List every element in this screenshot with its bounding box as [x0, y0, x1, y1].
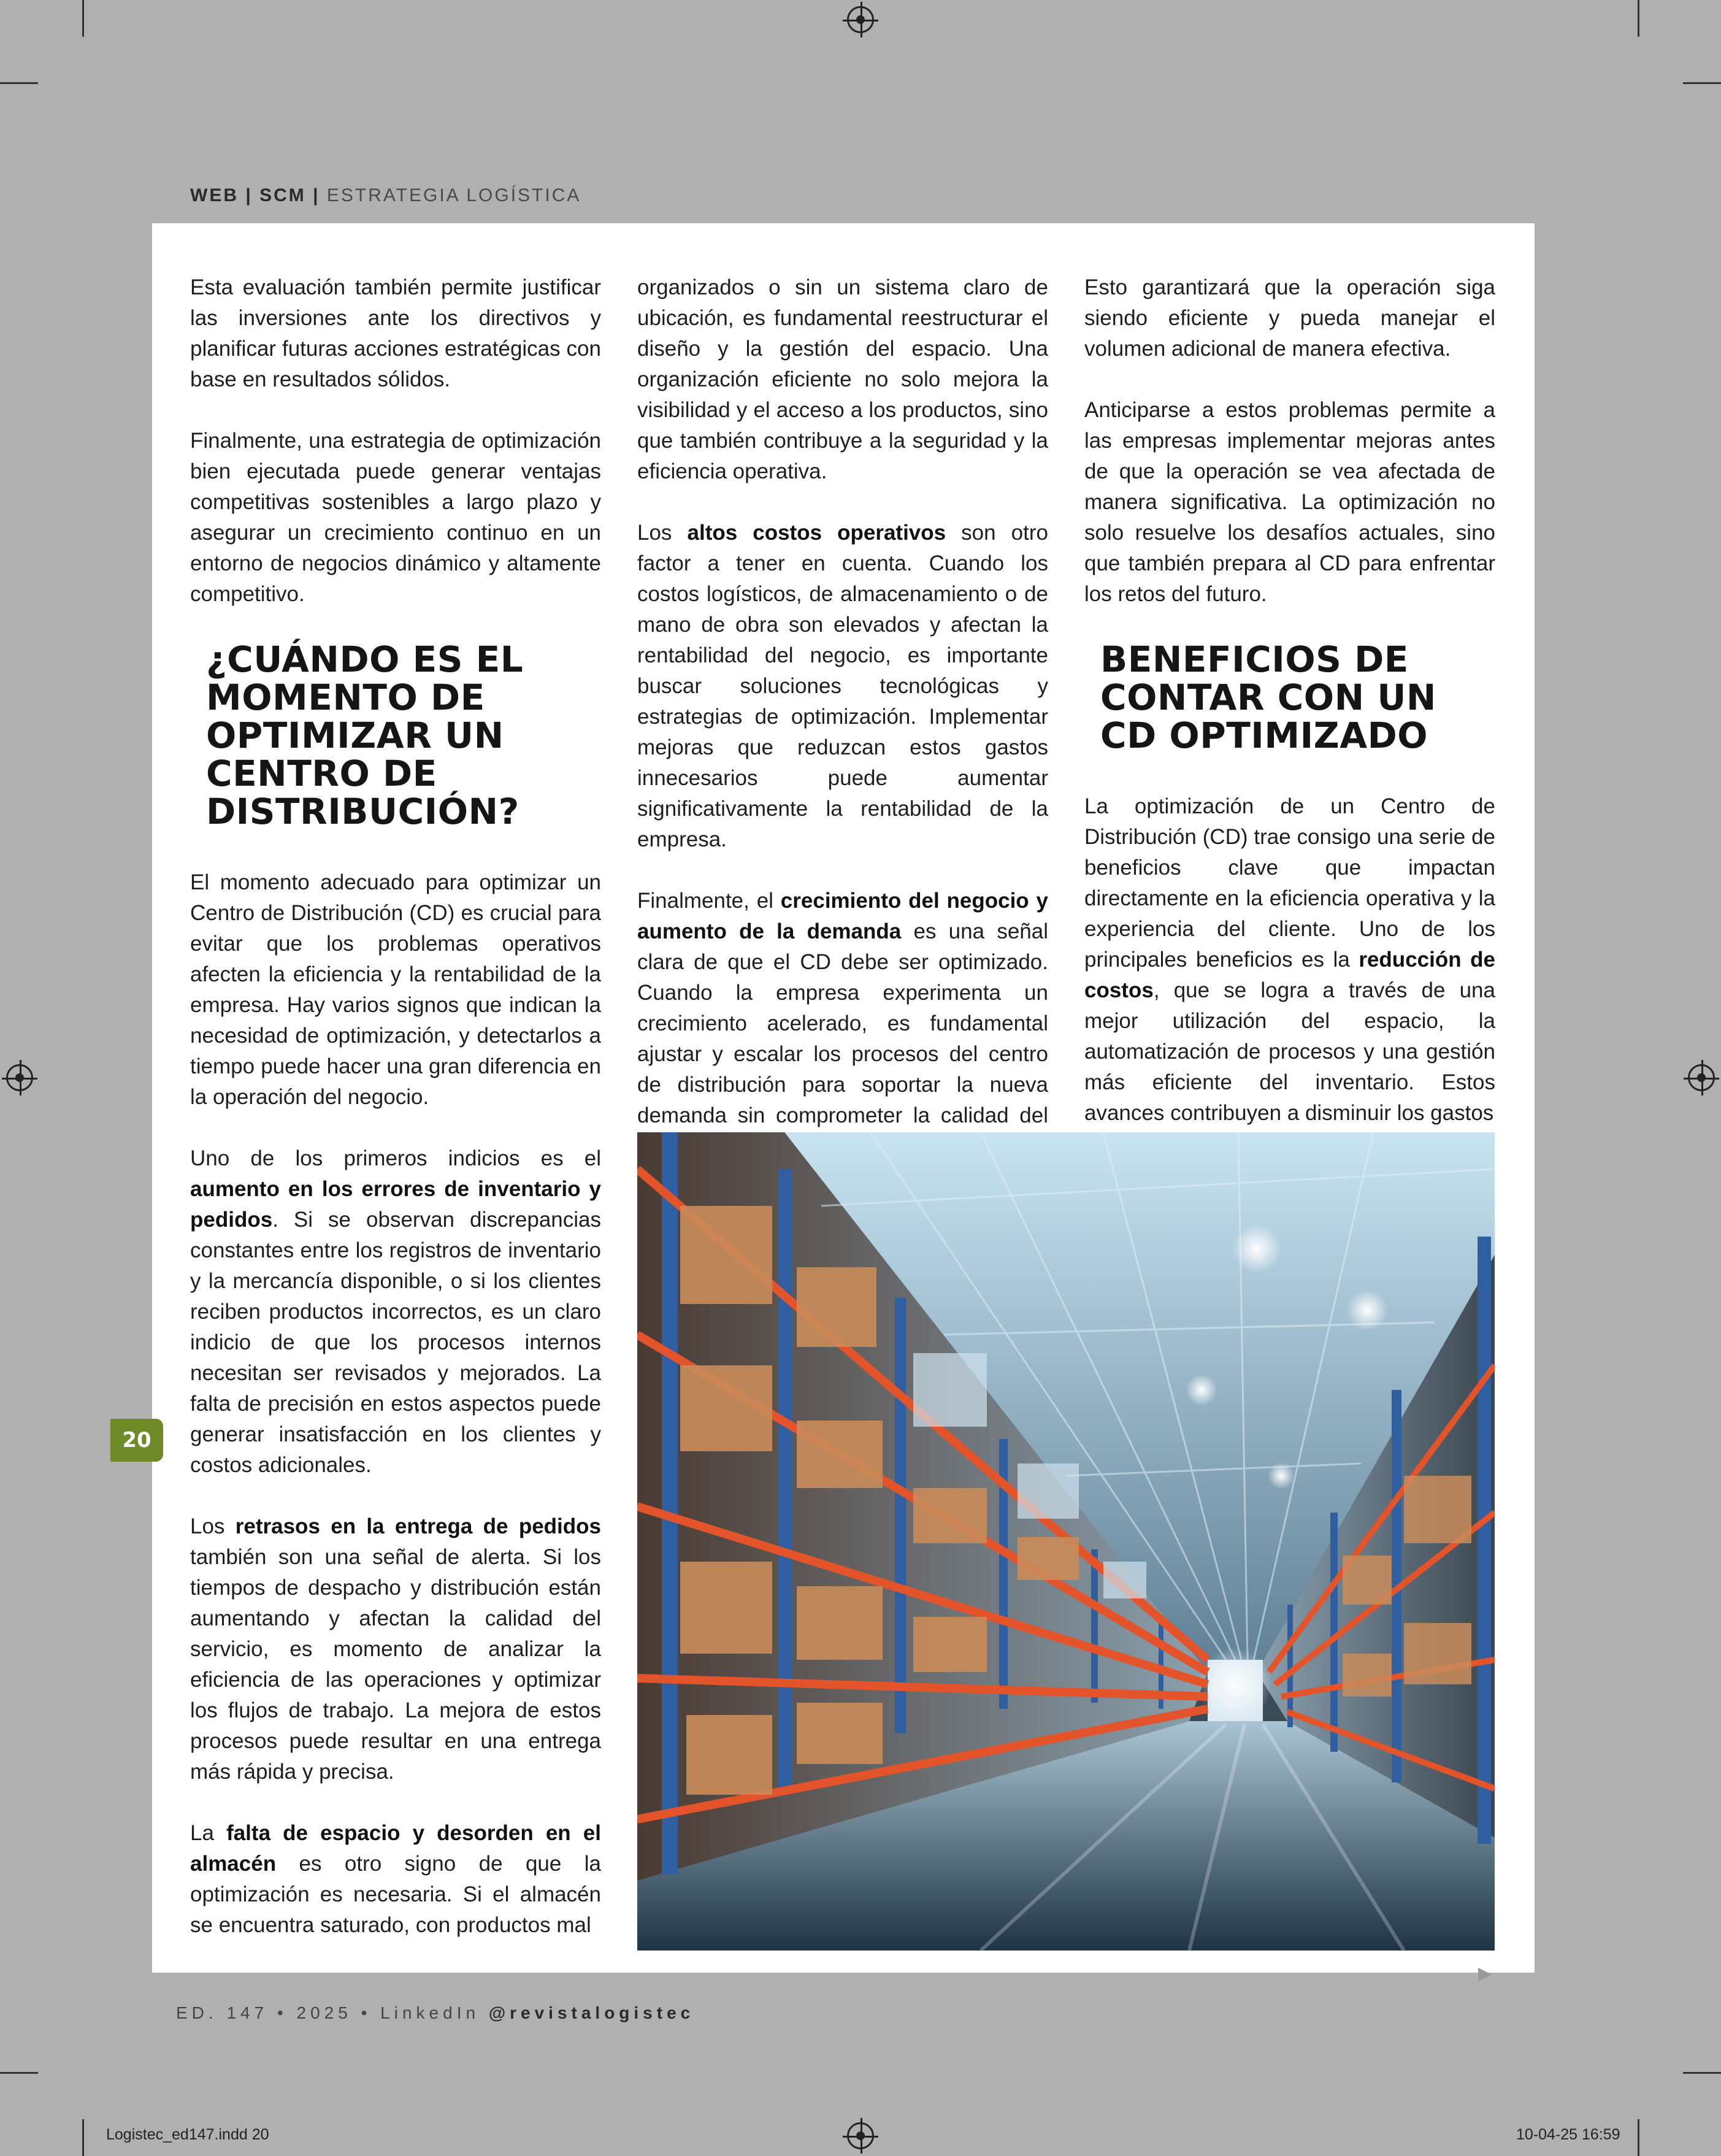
- slug-date: 10-04-25 16:59: [1516, 2126, 1620, 2143]
- column-2: [637, 272, 1048, 1192]
- section-header: WEB | SCM | ESTRATEGIA LOGÍSTICA: [190, 185, 581, 205]
- footer-edition: ED. 147 • 2025 • LinkedIn: [176, 2003, 489, 2022]
- crop-mark: [82, 2119, 84, 2156]
- paragraph: Esta evaluación también permite justificar las inversiones ante los directivos y planificar futuras acciones estratégicas con base en resultados sólidos.: [190, 275, 601, 391]
- registration-mark-icon: [847, 2122, 874, 2149]
- paragraph: Los retrasos en la entrega de pedidos también son una señal de alerta. Si los tiempos de despacho y distribución están aumentando y afectan la calidad del servicio, es momento de analizar la eficiencia de las operaciones y optimizar los flujos de trabajo. La mejora de estos procesos puede resultar en una entrega más rápida y precisa.: [190, 1514, 602, 1784]
- next-arrow-icon[interactable]: [1478, 1968, 1492, 1981]
- article-panel: [152, 223, 1535, 1973]
- paragraph: Anticiparse a estos problemas permite a las empresas implementar mejoras antes de que la operación se vea afectada de manera significativa. La optimización no solo resuelve los desafíos actuales, sino que también prepara al CD para enfrentar los retos del futuro.: [1084, 398, 1495, 606]
- crop-mark: [1683, 2072, 1721, 2074]
- column-1: [190, 272, 601, 1971]
- paragraph: La falta de espacio y desorden en el almacén es otro signo de que la optimización es necesaria. Si el almacén se encuentra saturado, con productos mal: [190, 1821, 601, 1937]
- crop-mark: [0, 2072, 38, 2074]
- registration-mark-icon: [1688, 1064, 1715, 1091]
- crop-mark: [1638, 2119, 1639, 2156]
- paragraph: Uno de los primeros indicios es el aumento en los errores de inventario y pedidos. Si se observan discrepancias constantes entre los registros de inventario y la mercancía disponible, o si los clientes reciben productos incorrectos, es un claro indicio de que los procesos internos necesitan ser revisados y mejorados. La falta de precisión en estos aspectos puede generar insatisfacción en los clientes y costos adicionales.: [190, 1146, 601, 1477]
- warehouse-photo: [637, 1132, 1495, 1951]
- paragraph: Finalmente, una estrategia de optimización bien ejecutada puede generar ventajas competitivas sostenibles a largo plazo y asegurar un crecimiento continuo en un entorno de negocios dinámico y altamente competitivo.: [190, 429, 601, 606]
- paragraph: Los altos costos operativos son otro factor a tener en cuenta. Cuando los costos logísticos, de almacenamiento o de mano de obra son elevados y afectan la rentabilidad del negocio, es importante buscar soluciones tecnológicas y estrategias de optimización. Implementar mejoras que reduzcan estos gastos innecesarios puede aumentar significativamente la rentabilidad de la empresa.: [637, 521, 1048, 851]
- section-heading: BENEFICIOS DE CONTAR CON UN CD OPTIMIZADO: [1100, 639, 1436, 756]
- paragraph: organizados o sin un sistema claro de ubicación, es fundamental reestructurar el diseño y la gestión del espacio. Una organización eficiente no solo mejora la visibilidad y el acceso a los productos, sino que también contribuye a la seguridad y la eficiencia operativa.: [637, 275, 1048, 483]
- paragraph: El momento adecuado para optimizar un Centro de Distribución (CD) es crucial para evitar que los problemas operativos afecten la eficiencia y la rentabilidad de la empresa. Hay varios signos que indican la necesidad de optimización, y detectarlos a tiempo puede hacer una gran diferencia en la operación del negocio.: [190, 870, 601, 1109]
- crop-mark: [1638, 0, 1639, 37]
- footer-credit: [176, 2003, 694, 2023]
- slug-file: Logistec_ed147.indd 20: [106, 2126, 269, 2143]
- registration-mark-icon: [847, 6, 874, 33]
- footer-handle: @revistalogistec: [488, 2003, 695, 2022]
- section-topic: ESTRATEGIA LOGÍSTICA: [326, 185, 581, 205]
- page-number: 20: [110, 1419, 163, 1462]
- crop-mark: [1683, 82, 1721, 84]
- column-3: [1084, 272, 1495, 1159]
- crop-mark: [82, 0, 84, 37]
- section-heading: ¿CUÁNDO ES EL MOMENTO DE OPTIMIZAR UN CENTRO DE DISTRIBUCIÓN?: [206, 639, 524, 832]
- section-web: WEB: [190, 185, 239, 205]
- crop-mark: [0, 82, 38, 84]
- paragraph: Finalmente, el crecimiento del negocio y aumento de la demanda es una señal clara de que el CD debe ser optimizado. Cuando la empresa experimenta un crecimiento acelerado, es fundamental ajustar y escalar los procesos del centro de distribución para soportar la nueva demanda sin comprometer la calidad del: [637, 889, 1048, 1127]
- section-scm: SCM: [259, 185, 306, 205]
- registration-mark-icon: [6, 1064, 33, 1091]
- paragraph: La optimización de un Centro de Distribución (CD) trae consigo una serie de beneficios clave que impactan directamente en la eficiencia operativa y la experiencia del cliente. Uno de los principales beneficios es la reducción de costos, que se logra a través de una mejor utilización del espacio, la automatización de procesos y una gestión más eficiente del inventario. Estos avances contribuyen a disminuir los gastos: [1084, 794, 1496, 1125]
- paragraph: Esto garantizará que la operación siga siendo eficiente y pueda manejar el volumen adicional de manera efectiva.: [1084, 275, 1495, 361]
